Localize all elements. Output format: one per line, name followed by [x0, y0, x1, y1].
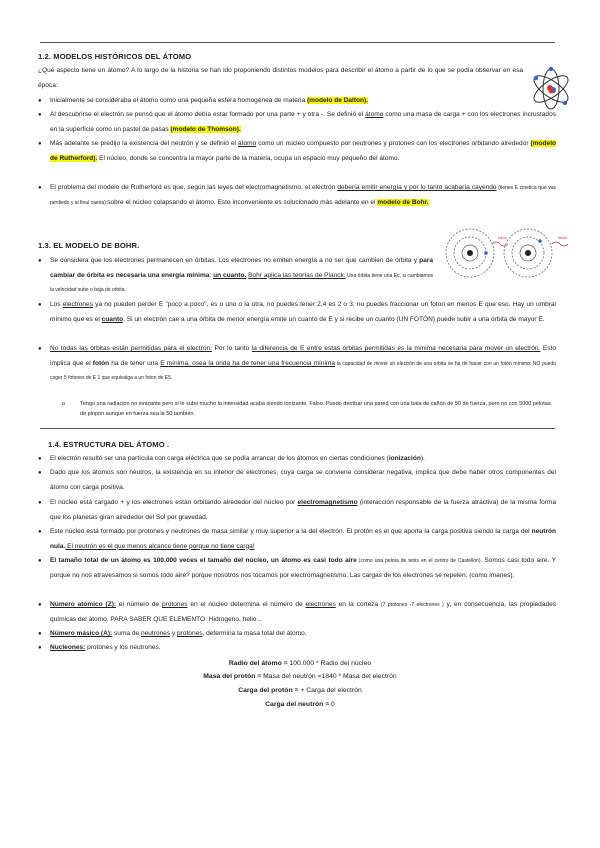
atom-illustration	[528, 60, 574, 118]
formula-mass: Masa del protón = Masa del neutrón =1840 * Masa del electrón	[203, 673, 397, 680]
photon-label: fotón	[558, 235, 567, 240]
bullet-thomson: ● Al descubrirse el electrón se pensó que el átomo debía estar formado por una parte + y otra -. Se definió el átomo como una masa de carga + con los electrones incrustados en la superficie como un pastel de pasas (modelo de Thomson).	[38, 108, 556, 137]
bullet-rutherford: ● Más adelante se predijo la existencia del neutrón y se definió el átomo como un núcleo compuesto por neutrones y protones con los electrones orbitando alrededor (modelo de Rutherford). El núcleo, donde se concentra la mayor parte de la materia, ocupa un espacio muy pequeño del átomo.	[38, 137, 556, 166]
bullet-orbits: ● Se considera que los electrones permanecen en órbitas. Los electrones no emiten energía a no ser que cambien de órbita y para cambiar de órbita es necesaria una energía mínima: un cuanto. Bohr aplica las teorías de Planck. Una órbita tiene una Ec, si cambiamos la velocidad sube o baja de orbita.	[38, 254, 433, 298]
paragraph-intro: ¿Qué aspecto tiene un átomo? A lo largo de la historia se han ido proponiendo distintos modelos para describir el átomo a partir de lo que se podía observar en esa época:	[38, 67, 523, 89]
section-title-1-2: 1.2. MODELOS HISTÓRICOS DEL ÁTOMO	[38, 52, 192, 61]
bohr-orbit-diagram	[440, 226, 575, 284]
bullet-nucleons: ● Nucleones: protones y los neutrones.	[38, 641, 556, 656]
bullet-mass-number: ● Número másico (A): suma de neutrones y protones, determina la masa total del átomo.	[38, 627, 556, 642]
bullet-nucleus-charge: ● El núcleo está cargado + y los electrones están orbitando alrededor del núcleo por electromagnetismo (interacción responsable de la fuerza atractiva) de la misma forma que los planetas giran alrededor del Sol por gravedad.	[38, 496, 556, 525]
bullet-atomic-number: ● Número atómico (Z): el número de protones en el núcleo determina el número de electrones en la corteza (7 protones -7 electrones ) y, en consecuencia, las propiedades químicas del átomo. PARA SABER QUE ELEMENTO: Hidrogeno, helio...	[38, 598, 556, 627]
photon-label: fotón	[498, 235, 507, 240]
bullet-atom-size: ● El tamaño total de un átomo es 100.000 veces el tamaño del núcleo, un átomo es casi todo aire (como una pelota de tenis en el centro de Castellón). Somos casi todo aire. Y porque no nos atravesamos si somos todo aire? porque nosotros nos tocamos por electromagnetismo. Las cargas de los electrones se repelen. (como imanes).	[38, 554, 556, 583]
formula-neutron-charge: Carga del neutrón = 0	[265, 701, 335, 708]
formula-radius: Radio del átomo = 100.000 * Radio del núcleo	[228, 660, 372, 667]
sub-bullet-radiation: o Tengo una radiacion no ionizante pero si le subo mucho la intensidad acaba siendo ionizante. Falso. Puedo derribar una pared con una bala de cañón de 50 de fuerza, pero no con 5000 pelotas de pinpon aunque en fuerza sea la 50 también.	[62, 399, 552, 419]
bullet-electron: ● El electrón resultó ser una partícula con carga eléctrica que se podía arrancar de los átomos en ciertas condiciones (ionización).	[38, 452, 556, 467]
bullet-rutherford-problem: ● El problema del modelo de Rutherford es que, según las leyes del electromagnetismo, el electrón debería emitir energía y por lo tanto acabaría cayendo (tienes E cinetica que vas perdiedo y al final caeria) sobre el núcleo colapsando el átomo. Este inconveniente es solucionado más adelante en el modelo de Bohr.	[38, 181, 556, 210]
section-title-1-4: 1.4. ESTRUCTURA DEL ÁTOMO .	[48, 440, 170, 449]
section-divider	[40, 428, 555, 429]
formula-proton-charge: Carga del protón = + Carga del electrón	[238, 687, 362, 694]
bullet-neutral: ● Dado que los átomos son neutros, la existencia en su interior de electrones, cuya carga se conviene considerar negativa, implica que debe haber otros componentes del átomo con carga positiva.	[38, 466, 556, 495]
top-divider	[40, 42, 555, 43]
section-title-1-3: 1.3. EL MODELO DE BOHR.	[38, 241, 140, 250]
bullet-nucleus-composition: ● Este núcleo está formado por protones y neutrones de masa similar y muy superior a la del electrón. El protón es el que aporta la carga positiva siendo la carga del neutrón nula. El neutrón es el que menos alcance tiene porque no tiene carga!	[38, 525, 556, 554]
bullet-quantum: ● Los electrones ya no pueden perder E "poco a poco", es o uno o la otra, no puedes tener 2,4 es 2 o 3; no puedes fraccionar un foton en menos E que eso. Hay un umbral mínimo que es el cuanto. Si un electrón cae a una órbita de menor energía emite un cuanto de E y si recibe un cuanto (UN FOTÓN) puede subir a una órbita de mayor E.	[38, 298, 556, 327]
bullet-dalton: ● Inicialmente se consideraba el átomo como una pequeña esfera homogénea de materia (modelo de Dalton).	[38, 94, 556, 109]
bullet-allowed-orbits: ● No todas las órbitas están permitidas para el electrón. Por lo tanto la diferencia de E entre estas órbitas permitidas es la mínima necesaria para mover un electrón. Esto implica que el fotón ha de tener una E mínima, osea la onda ha de tener una frecuencia mínima la capacidad de mover un electrón de una orbita se ha de hacer con un fotón mínimo: NO puedo coger 5 fotones de E 1 que equivalga a un foton de E5.	[38, 342, 556, 386]
